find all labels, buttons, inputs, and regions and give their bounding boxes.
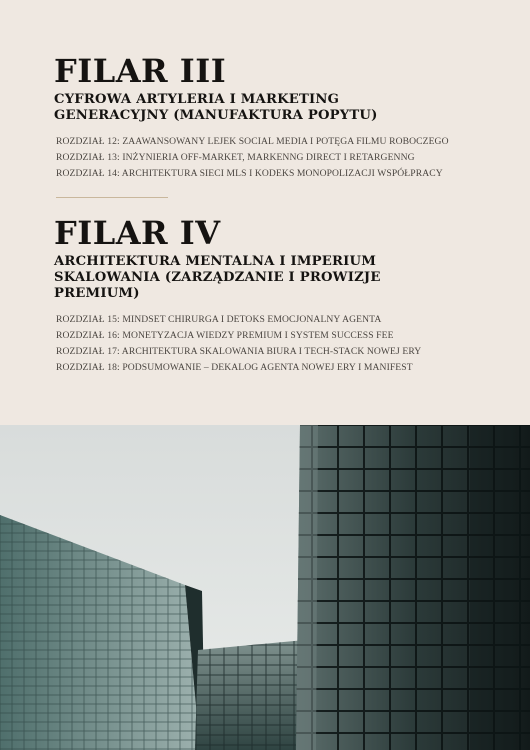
pillar-3-section bbox=[54, 54, 504, 182]
pillar-4-subtitle-line: PREMIUM) bbox=[54, 286, 140, 301]
chapter-13: ROZDZIAŁ 13: INŻYNIERIA OFF-MARKET, MARKENNG DIRECT I RETARGENNG bbox=[56, 152, 415, 163]
chapter-18: ROZDZIAŁ 18: PODSUMOWANIE – DEKALOG AGENTA NOWEJ ERY I MANIFEST bbox=[56, 362, 413, 373]
pillar-4-chapter-list bbox=[54, 312, 504, 376]
chapter-17: ROZDZIAŁ 17: ARCHITEKTURA SKALOWANIA BIURA I TECH-STACK NOWEJ ERY bbox=[56, 346, 422, 357]
section-divider bbox=[56, 197, 168, 198]
pillar-4-subtitle bbox=[54, 254, 504, 302]
pillar-4-title: FILAR IV bbox=[54, 214, 221, 252]
chapter-15: ROZDZIAŁ 15: MINDSET CHIRURGA I DETOKS EMOCJONALNY AGENTA bbox=[56, 314, 382, 325]
pillar-3-chapter-list bbox=[54, 134, 504, 182]
skyscraper-photo bbox=[0, 425, 530, 750]
pillar-3-title: FILAR III bbox=[54, 52, 227, 90]
pillar-3-subtitle-line: CYFROWA ARTYLERIA I MARKETING bbox=[54, 92, 340, 107]
chapter-14: ROZDZIAŁ 14: ARCHITEKTURA SIECI MLS I KODEKS MONOPOLIZACJI WSPÓŁPRACY bbox=[56, 168, 443, 179]
chapter-12: ROZDZIAŁ 12: ZAAWANSOWANY LEJEK SOCIAL MEDIA I POTĘGA FILMU ROBOCZEGO bbox=[56, 136, 449, 147]
pillar-4-section bbox=[54, 216, 504, 376]
table-of-contents bbox=[54, 54, 504, 376]
pillar-3-subtitle-line: GENERACYJNY (MANUFAKTURA POPYTU) bbox=[54, 108, 378, 123]
pillar-3-subtitle bbox=[54, 92, 504, 124]
pillar-4-subtitle-line: SKALOWANIA (ZARZĄDZANIE I PROWIZJE bbox=[54, 270, 381, 285]
chapter-16: ROZDZIAŁ 16: MONETYZACJA WIEDZY PREMIUM I SYSTEM SUCCESS FEE bbox=[56, 330, 394, 341]
pillar-4-subtitle-line: ARCHITEKTURA MENTALNA I IMPERIUM bbox=[54, 254, 377, 269]
